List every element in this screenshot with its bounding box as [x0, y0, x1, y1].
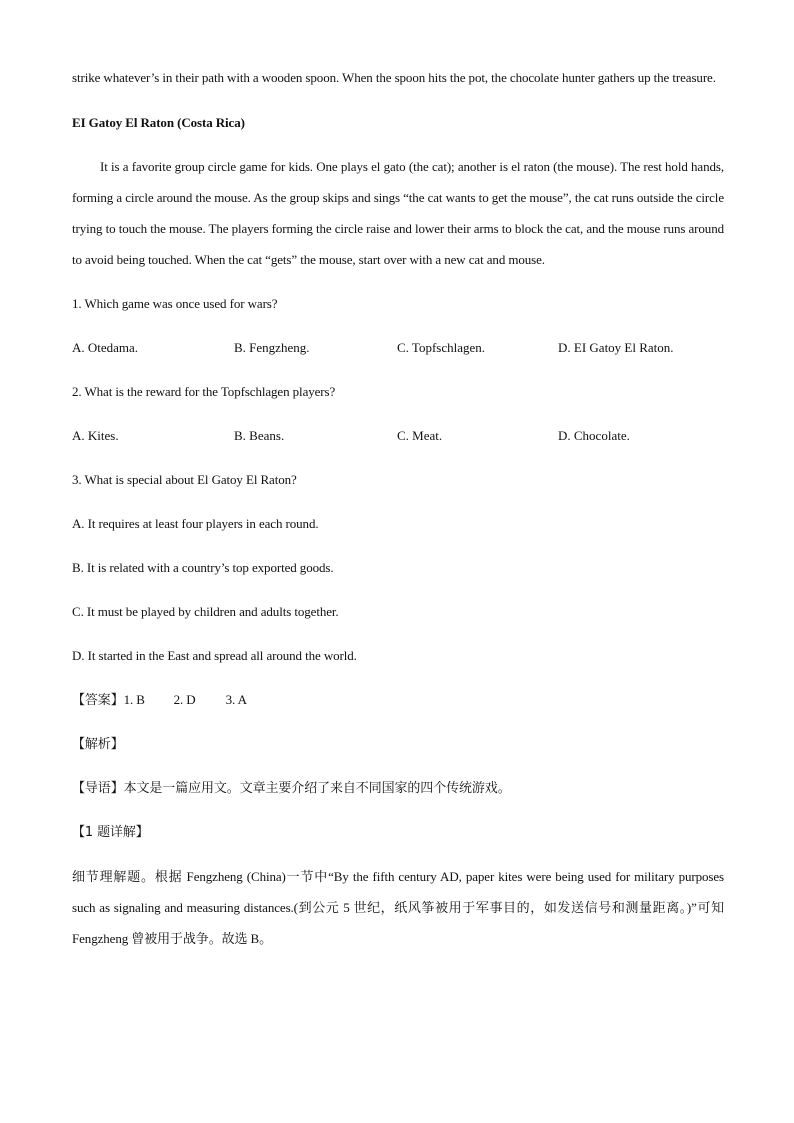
detail-1-text: 细节理解题。根据 Fengzheng (China)一节中“By the fifth century AD, paper kites were being used for military purposes such as signaling and measuring distances.(到公元 5 世纪，纸风筝被用于军事目的，如发送信号和测量距离。)”可知 Fengzheng 曾被用于战争。故选 B。	[72, 869, 724, 946]
question-3-stem: 3. What is special about El Gatoy El Raton?	[72, 472, 297, 487]
question-2-option-c: C. Meat.	[397, 428, 443, 443]
answer-item-3: 3. A	[225, 692, 247, 707]
answer-label: 【答案】	[72, 693, 124, 708]
question-2-option-d: D. Chocolate.	[558, 428, 630, 443]
document-page	[72, 62, 724, 954]
question-1-option-c: C. Topfschlagen.	[397, 340, 486, 355]
guide-label: 【导语】	[72, 781, 124, 796]
answer-item-2: 2. D	[173, 692, 196, 707]
question-2-stem: 2. What is the reward for the Topfschlagen players?	[72, 384, 336, 399]
question-2-options	[72, 420, 724, 451]
detail-1-label: 【1 题详解】	[72, 825, 149, 840]
section-heading: EI Gatoy El Raton (Costa Rica)	[72, 115, 245, 130]
question-3-option-d: D. It started in the East and spread all around the world.	[72, 648, 357, 663]
question-3-option-a: A. It requires at least four players in each round.	[72, 516, 319, 531]
answer-line	[72, 684, 724, 716]
question-3-option-b: B. It is related with a country’s top exported goods.	[72, 560, 334, 575]
question-1-option-d: D. EI Gatoy El Raton.	[558, 340, 674, 355]
answer-item-1: 1. B	[123, 692, 145, 707]
question-1-options	[72, 332, 724, 363]
analysis-label: 【解析】	[72, 737, 124, 752]
section-paragraph: It is a favorite group circle game for kids. One plays el gato (the cat); another is el raton (the mouse). The rest hold hands, forming a circle around the mouse. As the group skips and sings “the cat wants to get the mouse”, the cat runs outside the circle trying to touch the mouse. The players forming the circle raise and lower their arms to block the cat, and the mouse runs around to avoid being touched. When the cat “gets” the mouse, start over with a new cat and mouse.	[72, 159, 724, 267]
guide-text: 本文是一篇应用文。文章主要介绍了来自不同国家的四个传统游戏。	[123, 781, 511, 796]
guide-line	[72, 773, 724, 804]
question-1-option-a: A. Otedama.	[72, 340, 139, 355]
question-2-option-a: A. Kites.	[72, 428, 119, 443]
question-1-stem: 1. Which game was once used for wars?	[72, 296, 278, 311]
intro-paragraph: strike whatever’s in their path with a wooden spoon. When the spoon hits the pot, the chocolate hunter gathers up the treasure.	[72, 70, 716, 85]
question-2-option-b: B. Beans.	[234, 428, 285, 443]
question-1-option-b: B. Fengzheng.	[234, 340, 310, 355]
question-3-option-c: C. It must be played by children and adults together.	[72, 604, 339, 619]
